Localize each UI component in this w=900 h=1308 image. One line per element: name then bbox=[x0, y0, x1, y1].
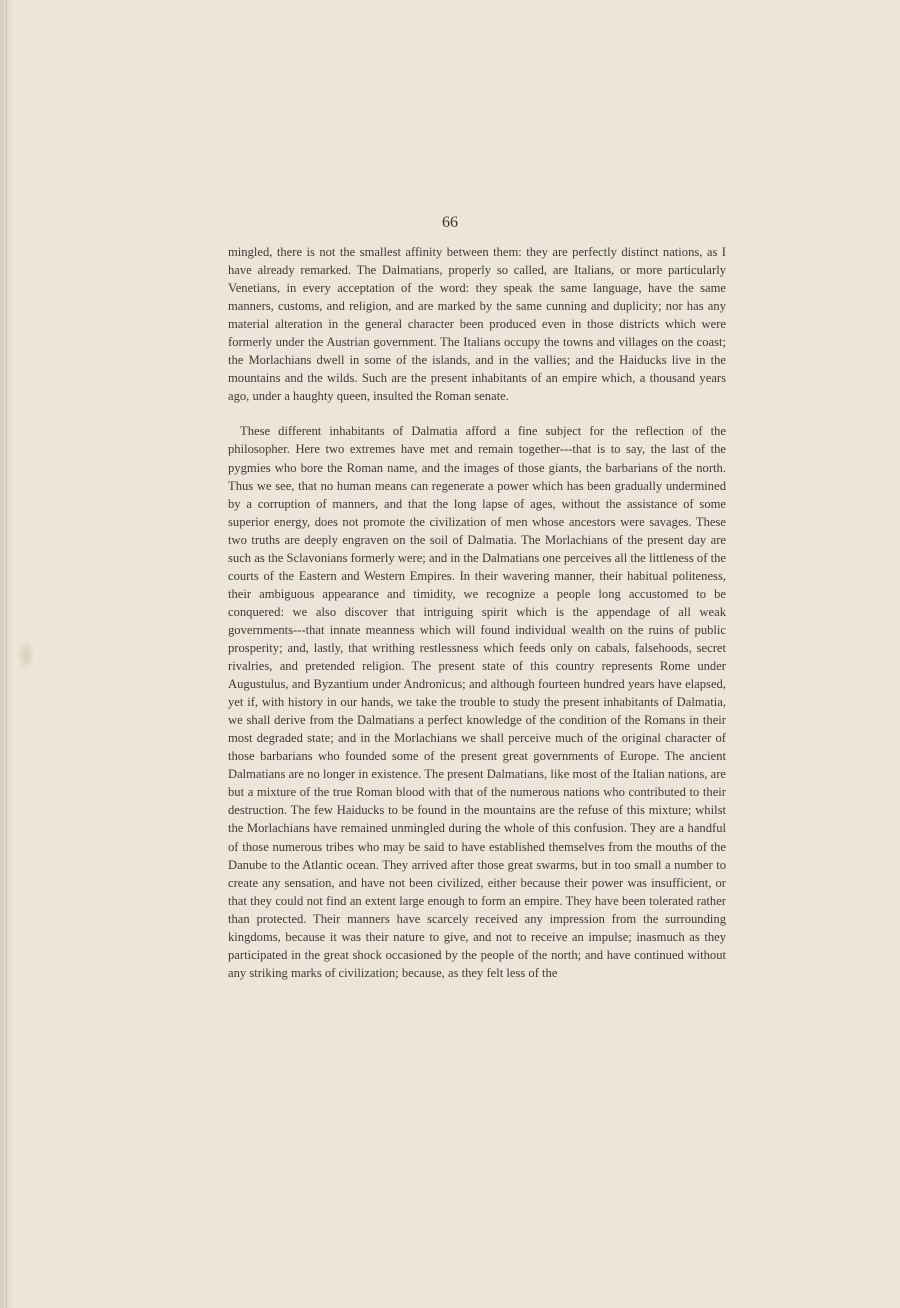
page-number: 66 bbox=[442, 214, 458, 231]
paragraph-1: mingled, there is not the smallest affinity between them: they are perfectly distinct nations, as I have already remarked. The Dalmatians, properly so called, are Italians, or more particularly Venetians, in every acceptation of the word: they speak the same language, have the same manners, customs, and religion, and are marked by the same cunning and duplicity; nor has any material alteration in the general character been produced even in those districts which were formerly under the Austrian government. The Italians occupy the towns and villages on the coast; the Morlachians dwell in some of the islands, and in the vallies; and the Haiducks live in the mountains and the wilds. Such are the present inhabitants of an empire which, a thousand years ago, under a haughty queen, insulted the Roman senate. bbox=[228, 245, 726, 404]
binding-shadow bbox=[0, 0, 14, 1308]
body-text bbox=[228, 243, 726, 982]
paragraph-2: These different inhabitants of Dalmatia afford a fine subject for the reflection of the philosopher. Here two extremes have met and remain together---that is to say, the last of the pygmies who bore the Roman name, and the images of those giants, the barbarians of the north. Thus we see, that no human means can regenerate a power which has been gradually undermined by a corruption of manners, and that the long lapse of ages, without the assistance of some superior energy, does not promote the civilization of men whose ancestors were savages. These two truths are deeply engraven on the soil of Dalmatia. The Morlachians of the present day are such as the Sclavonians formerly were; and in the Dalmatians one perceives all the littleness of the courts of the Eastern and Western Empires. In their wavering manner, their habitual politeness, their ambiguous appearance and timidity, we recognize a people long accustomed to be conquered: we also discover that intriguing spirit which is the appendage of all weak governments---that innate meanness which will found individual wealth on the ruins of public prosperity; and, lastly, that writhing restlessness which feeds only on cabals, falsehoods, secret rivalries, and pretended religion. The present state of this country represents Rome under Augustulus, and Byzantium under Andronicus; and although fourteen hundred years have elapsed, yet if, with history in our hands, we take the trouble to study the present inhabitants of Dalmatia, we shall derive from the Dalmatians a perfect knowledge of the condition of the Romans in their most degraded state; and in the Morlachians we shall perceive much of the original character of those barbarians who founded some of the present great governments of Europe. The ancient Dalmatians are no longer in existence. The present Dalmatians, like most of the Italian nations, are but a mixture of the true Roman blood with that of the numerous nations who contributed to their destruction. The few Haiducks to be found in the mountains are the refuse of this mixture; whilst the Morlachians have remained unmingled during the whole of this confusion. They are a handful of those numerous tribes who may be said to have established themselves from the mouths of the Danube to the Atlantic ocean. They arrived after those great swarms, but in too small a number to create any sensation, and have not been civilized, either because their power was insufficient, or that they could not find an extent large enough to form an empire. They have been tolerated rather than protected. Their manners have scarcely received any impression from the surrounding kingdoms, because it was their nature to give, and not to receive an impulse; inasmuch as they participated in the great shock occasioned by the people of the north; and have continued without any striking marks of civilization; because, as they felt less of the bbox=[228, 424, 726, 980]
paper-stain bbox=[18, 640, 34, 670]
page-edge-line bbox=[6, 0, 7, 1308]
